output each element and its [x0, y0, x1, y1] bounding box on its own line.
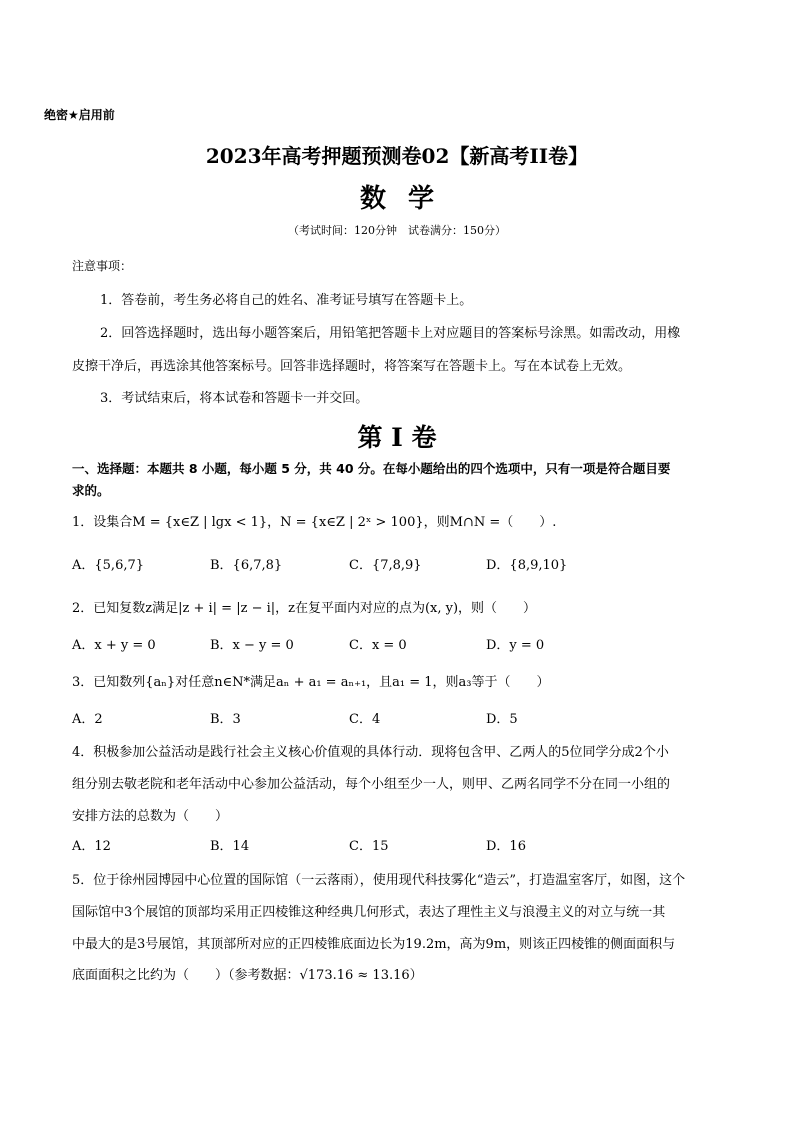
question-1-option-d: D．{8,9,10} [486, 558, 568, 573]
question-1-option-c: C．{7,8,9} [349, 558, 422, 573]
question-4-option-c: C．15 [349, 839, 389, 854]
question-3-option-d: D．5 [486, 712, 518, 727]
notice-item-1: 1．答卷前，考生务必将自己的姓名、准考证号填写在答题卡上。 [100, 293, 473, 308]
exam-title: 2023年高考押题预测卷02【新高考II卷】 [205, 144, 589, 168]
question-1-stem: 1．设集合M = {x∈Z | lgx < 1}，N = {x∈Z | 2ˣ > 100}，则M∩N =（ ）. [72, 515, 557, 530]
question-5-stem-line3: 中最大的是3号展馆，其顶部所对应的正四棱锥底面边长为19.2m，高为9m，则该正四棱锥的侧面面积与 [72, 937, 676, 952]
section-heading-line2: 求的。 [72, 483, 110, 498]
question-3-option-c: C．4 [349, 712, 381, 727]
question-5-stem-line1: 5．位于徐州园博园中心位置的国际馆（一云落雨），使用现代科技雾化“造云”，打造温室客厅，如图，这个 [72, 873, 686, 888]
question-2-option-a: A．x + y = 0 [72, 638, 156, 653]
notice-item-2-line2: 皮擦干净后，再选涂其他答案标号。回答非选择题时，将答案写在答题卡上。写在本试卷上无效。 [72, 359, 632, 374]
question-2-stem: 2．已知复数z满足|z + i| = |z − i|，z在复平面内对应的点为(x, y)，则（ ） [72, 601, 537, 616]
question-3-stem: 3．已知数列{aₙ}对任意n∈N*满足aₙ + a₁ = aₙ₊₁，且a₁ = 1，则a₃等于（ ） [72, 675, 550, 690]
question-5-stem-line4: 底面面积之比约为（ ）（参考数据：√173.16 ≈ 13.16） [72, 968, 423, 983]
question-4-stem-line2: 组分别去敬老院和老年活动中心参加公益活动，每个小组至少一人，则甲、乙两名同学不分在同一小组的 [72, 777, 671, 792]
question-4-option-a: A．12 [72, 839, 111, 854]
notice-item-2-line1: 2．回答选择题时，选出每小题答案后，用铅笔把答题卡上对应题目的答案标号涂黑。如需改动，用橡 [100, 326, 681, 341]
question-1-option-b: B．{6,7,8} [210, 558, 283, 573]
subject-title: 数学 [359, 184, 456, 214]
question-4-stem-line3: 安排方法的总数为（ ） [72, 809, 229, 824]
question-2-option-c: C．x = 0 [349, 638, 407, 653]
question-3-option-a: A．2 [72, 712, 103, 727]
question-5-stem-line2: 国际馆中3个展馆的顶部均采用正四棱锥这种经典几何形式，表达了理性主义与浪漫主义的对立与统一其 [72, 905, 666, 920]
question-4-option-d: D．16 [486, 839, 526, 854]
volume-title: 第 I 卷 [357, 423, 437, 452]
question-2-option-d: D．y = 0 [486, 638, 545, 653]
exam-info: （考试时间：120分钟 试卷满分：150分） [288, 224, 506, 237]
question-4-stem-line1: 4．积极参加公益活动是践行社会主义核心价值观的具体行动．现将包含甲、乙两人的5位同学分成2个小 [72, 745, 669, 760]
question-4-option-b: B．14 [210, 839, 250, 854]
section-heading-line1: 一、选择题：本题共 8 小题，每小题 5 分，共 40 分。在每小题给出的四个选项中，只有一项是符合题目要 [72, 461, 671, 476]
question-3-option-b: B．3 [210, 712, 241, 727]
question-1-option-a: A．{5,6,7} [72, 558, 145, 573]
notice-title: 注意事项： [72, 259, 133, 273]
confidential-label: 绝密★启用前 [44, 108, 115, 122]
question-2-option-b: B．x − y = 0 [210, 638, 294, 653]
notice-item-3: 3．考试结束后，将本试卷和答题卡一并交回。 [100, 391, 369, 406]
